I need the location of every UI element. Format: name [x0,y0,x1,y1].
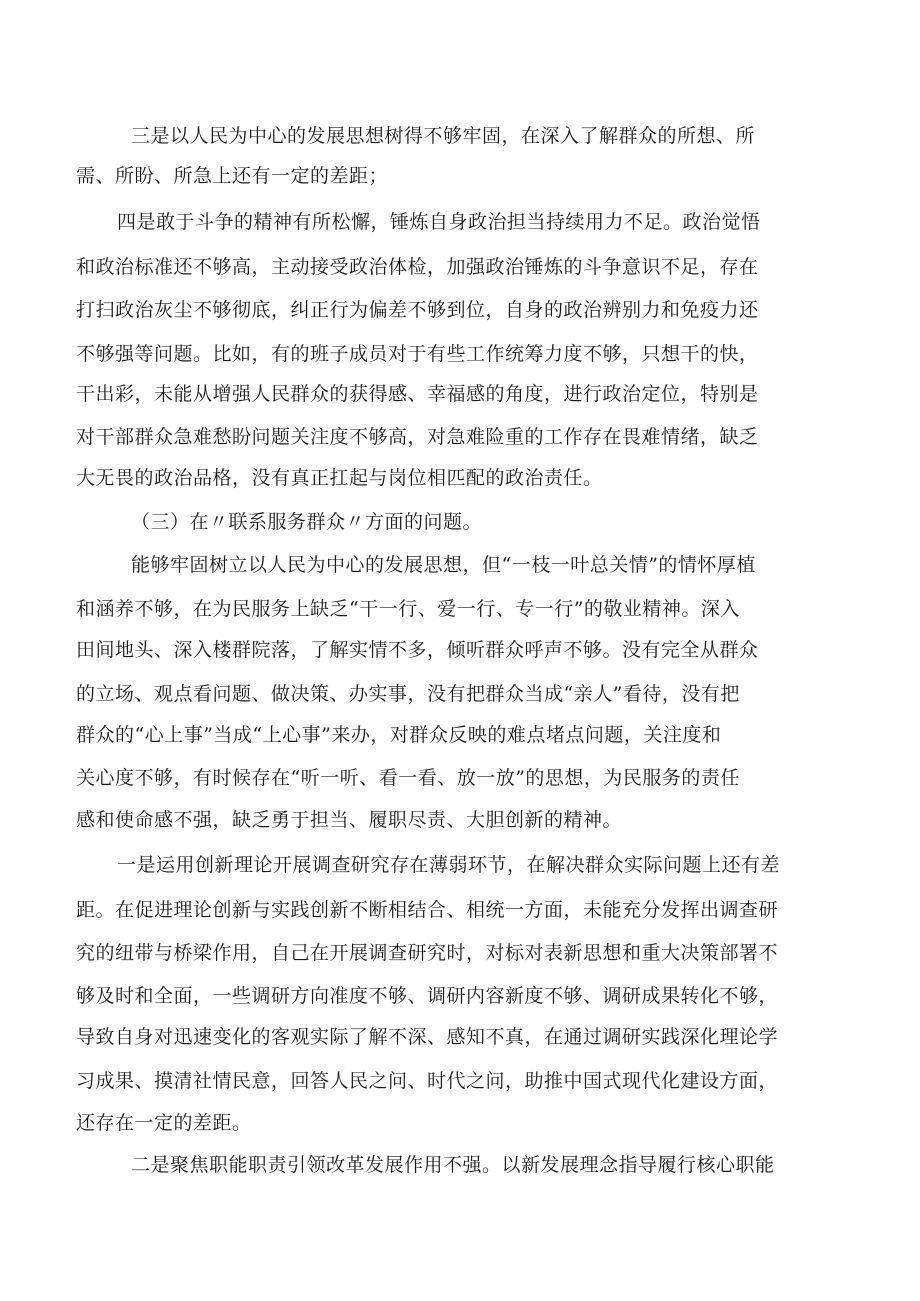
text-line: 关心度不够，有时候存在“听一听、看一看、放一放”的思想，为民服务的责任 [76,767,740,789]
section-heading: （三）在〃联系服务群众〃方面的问题。 [131,511,483,533]
text-line: 对干部群众急难愁盼问题关注度不够高，对急难险重的工作存在畏难情绪，缺乏 [76,426,759,448]
text-line: 打扫政治灰尘不够彻底，纠正行为偏差不够到位，自身的政治辨别力和免疫力还 [76,299,759,321]
text-line: 和政治标准还不够高，主动接受政治体检，加强政治锤炼的斗争意识不足，存在 [76,256,759,278]
text-line: 不够强等问题。比如，有的班子成员对于有些工作统筹力度不够，只想干的快， [76,343,759,365]
text-line: 干出彩，未能从增强人民群众的获得感、幸福感的角度，进行政治定位，特别是 [76,383,759,405]
text-line: 够及时和全面，一些调研方向准度不够、调研内容新度不够、调研成果转化不够， [76,985,779,1007]
text-line: 究的纽带与桥梁作用，自己在开展调查研究时，对标对表新思想和重大决策部署不 [76,942,779,964]
text-line: 感和使命感不强，缺乏勇于担当、履职尽责、大胆创新的精神。 [76,809,623,831]
text-line: 导致自身对迅速变化的客观实际了解不深、感知不真，在通过调研实践深化理论学 [76,1026,779,1048]
text-line: 田间地头、深入楼群院落，了解实情不多，倾听群众呼声不够。没有完全从群众 [76,639,759,661]
text-line: 的立场、观点看问题、做决策、办实事，没有把群众当成“亲人”看待，没有把 [76,683,740,705]
text-line: 距。在促进理论创新与实践创新不断相结合、相统一方面，未能充分发挥出调查研 [76,899,779,921]
text-line: 群众的“心上事”当成“上心事”来办，对群众反映的难点堵点问题，关注度和 [76,724,722,746]
text-line: 能够牢固树立以人民为中心的发展思想，但“一枝一叶总关情”的情怀厚植 [131,554,756,576]
text-line: 二是聚焦职能职责引领改革发展作用不强。以新发展理念指导履行核心职能 [131,1154,775,1176]
text-line: 大无畏的政治品格，没有真正扛起与岗位相匹配的政治责任。 [76,467,603,489]
text-line: 还存在一定的差距。 [76,1112,252,1134]
text-line: 一是运用创新理论开展调查研究存在薄弱环节，在解决群众实际问题上还有差 [117,854,781,876]
text-line: 需、所盼、所急上还有一定的差距； [76,165,389,187]
text-line: 习成果、摸清社情民意，回答人民之问、时代之问，助推中国式现代化建设方面， [76,1070,779,1092]
text-line: 和涵养不够，在为民服务上缺乏“干一行、爱一行、专一行”的敬业精神。深入 [76,598,740,620]
text-line: 三是以人民为中心的发展思想树得不够牢固，在深入了解群众的所想、所 [131,125,756,147]
text-line: 四是敢于斗争的精神有所松懈，锤炼自身政治担当持续用力不足。政治觉悟 [117,211,761,233]
